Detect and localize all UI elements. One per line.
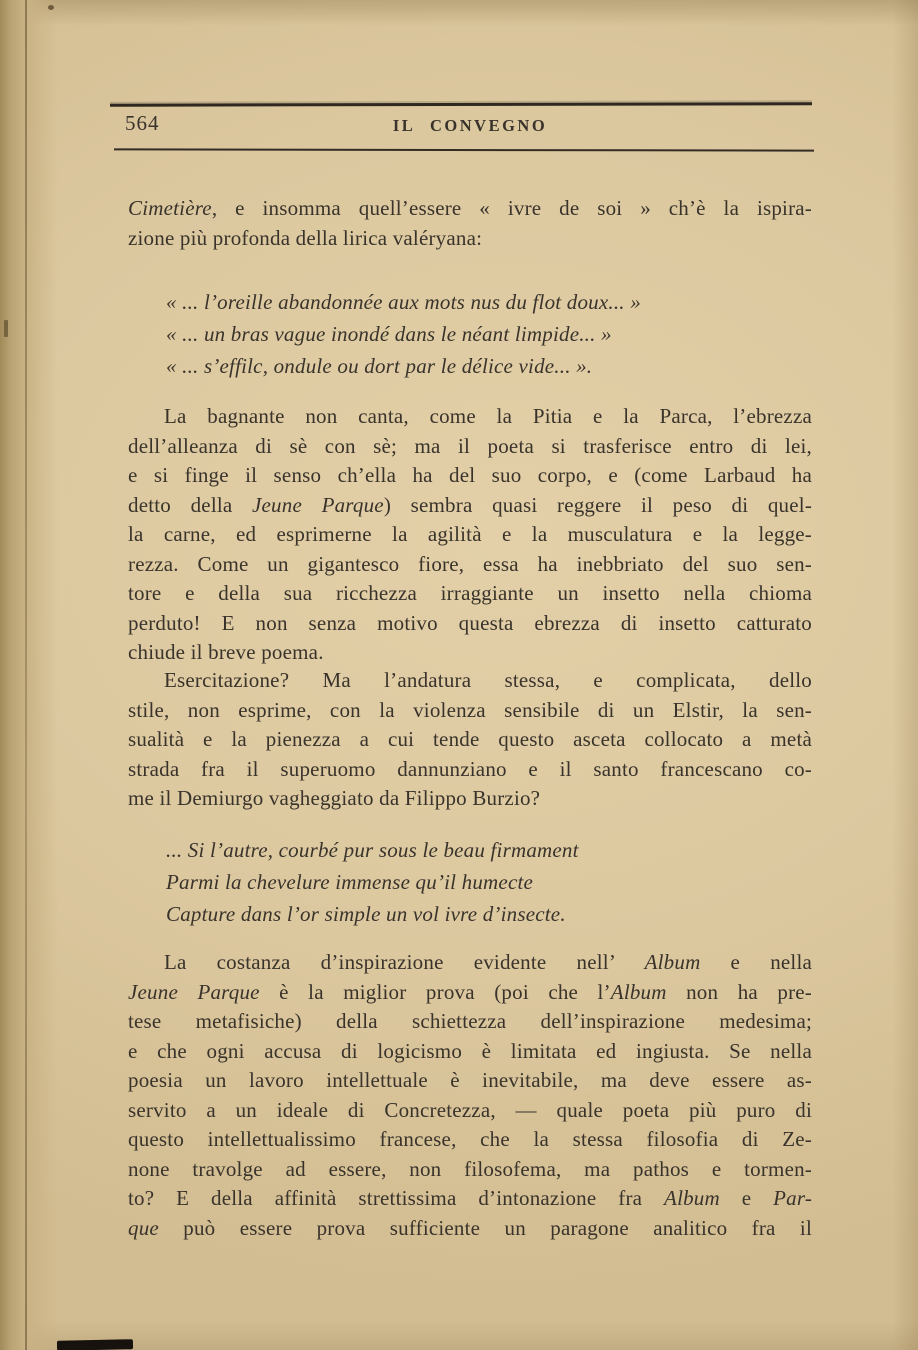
text-line	[128, 579, 812, 609]
text-segment: sualità e la pienezza a cui tende questo asceta collocato a metà	[128, 727, 812, 751]
text-segment: La bagnante non canta, come la Pitia e la Parca, l’ebrezza	[164, 404, 812, 428]
text-segment: tese metafisiche) della schiettezza dell’inspirazione medesima;	[128, 1009, 812, 1033]
text-line	[128, 432, 812, 462]
text-segment: Cimetière	[128, 196, 212, 220]
paragraph	[128, 194, 812, 253]
text-segment: Par-	[773, 1186, 813, 1210]
text-segment: non ha pre-	[666, 979, 813, 1004]
page-body	[128, 0, 812, 1350]
scan-mark-bottom	[57, 1339, 133, 1350]
text-line	[128, 318, 812, 350]
text-segment: Capture dans l’or simple un vol ivre d’insecte.	[166, 902, 566, 926]
text-segment: ) sembra quasi reggere il peso di quel-	[383, 492, 813, 517]
text-line	[128, 1096, 812, 1126]
text-segment: Album	[664, 1186, 720, 1210]
text-segment: la carne, ed esprimerne la agilità e la musculatura e la legge-	[128, 522, 812, 546]
page-edge-crease	[25, 0, 27, 1350]
text-segment: to? E della affinità strettissima d’intonazione fra	[128, 1186, 665, 1210]
text-line	[128, 286, 812, 318]
text-segment: « ... un bras vague inondé dans le néant limpide... »	[166, 322, 612, 346]
text-segment: detto della	[128, 492, 253, 517]
text-line	[128, 978, 812, 1008]
page-number: 564	[125, 111, 160, 135]
text-line	[128, 1066, 812, 1096]
text-line	[128, 948, 812, 978]
text-segment: ... Si l’autre, courbé pur sous le beau firmament	[166, 838, 579, 862]
text-segment: strada fra il superuomo dannunziano e il santo francescano co-	[128, 756, 812, 781]
text-line	[128, 609, 812, 639]
text-line	[128, 1007, 812, 1037]
text-line	[128, 491, 812, 521]
text-line	[128, 638, 812, 668]
journal-title: IL CONVEGNO	[392, 116, 548, 135]
text-segment: stile, non esprime, con la violenza sensibile di un Elstir, la sen-	[128, 697, 812, 722]
text-segment: servito a un ideale di Concretezza, — quale poeta più puro di	[128, 1097, 812, 1122]
text-segment: e	[719, 1186, 774, 1210]
scan-mark-tick	[4, 320, 8, 337]
text-line	[128, 1155, 812, 1185]
text-segment: que	[128, 1215, 159, 1240]
text-segment: zione più profonda della lirica valéryana:	[128, 225, 483, 250]
text-line	[128, 1184, 812, 1214]
text-line	[128, 550, 812, 580]
text-segment: può essere prova sufficiente un paragone analitico fra il	[158, 1215, 812, 1240]
text-segment: e che ogni accusa di logicismo è limitata ed ingiusta. Se nella	[128, 1038, 812, 1063]
paragraph	[128, 948, 812, 1243]
text-line	[128, 350, 812, 382]
text-line	[128, 1037, 812, 1067]
verse-quote	[128, 286, 812, 382]
text-segment: Jeune Parque	[128, 979, 260, 1004]
text-segment: me il Demiurgo vagheggiato da Filippo Burzio?	[128, 786, 541, 810]
text-segment: Esercitazione? Ma l’andatura stessa, e complicata, dello	[164, 668, 812, 692]
text-segment: none travolge ad essere, non filosofema, ma pathos e tormen-	[128, 1156, 812, 1181]
paragraph	[128, 402, 812, 668]
text-segment: « ... s’effilc, ondule ou dort par le délice vide... ».	[166, 354, 593, 378]
text-segment: è la miglior prova (poi che l’	[259, 979, 611, 1004]
text-segment: e si finge il senso ch’ella ha del suo corpo, e (come Larbaud ha	[128, 463, 812, 487]
text-line	[128, 520, 812, 550]
text-segment: Album	[610, 979, 667, 1004]
text-segment: Jeune Parque	[252, 492, 384, 517]
text-line	[128, 402, 812, 432]
text-segment: questo intellettualissimo francese, che la stessa filosofia di Ze-	[128, 1127, 812, 1151]
text-line	[128, 696, 812, 726]
text-segment: perduto! E non senza motivo questa ebrezza di insetto catturato	[128, 610, 812, 635]
paragraph	[128, 666, 812, 814]
text-line	[128, 194, 812, 224]
page-binding-edge	[0, 0, 60, 1350]
text-line	[128, 898, 812, 930]
text-segment: , e insomma quell’essere « ivre de soi » ch’è la ispira-	[211, 196, 812, 220]
text-segment: dell’alleanza di sè con sè; ma il poeta si trasferisce entro di lei,	[128, 433, 812, 458]
text-segment: Album	[644, 950, 701, 974]
scan-mark-speck	[48, 5, 54, 10]
text-segment: tore e della sua ricchezza irraggiante un insetto nella chioma	[128, 581, 812, 605]
text-segment: « ... l’oreille abandonnée aux mots nus du flot doux... »	[166, 290, 641, 314]
text-segment: poesia un lavoro intellettuale è inevitabile, ma deve essere as-	[128, 1068, 812, 1092]
text-segment: chiude il breve poema.	[128, 640, 324, 664]
text-line	[128, 1125, 812, 1155]
text-line	[128, 866, 812, 898]
text-line	[128, 224, 812, 254]
text-line	[128, 666, 812, 696]
text-line	[128, 834, 812, 866]
text-line	[128, 755, 812, 785]
text-segment: rezza. Come un gigantesco fiore, essa ha inebbriato del suo sen-	[128, 551, 812, 576]
text-line	[128, 1214, 812, 1244]
page-right-edge-shadow	[892, 0, 918, 1350]
text-segment: Parmi la chevelure immense qu’il humecte	[166, 870, 534, 894]
text-line	[128, 725, 812, 755]
text-line	[128, 784, 812, 814]
text-line	[128, 461, 812, 491]
text-segment: e nella	[700, 950, 812, 974]
text-segment: La costanza d’inspirazione evidente nell’	[164, 950, 645, 974]
verse-quote	[128, 834, 812, 930]
